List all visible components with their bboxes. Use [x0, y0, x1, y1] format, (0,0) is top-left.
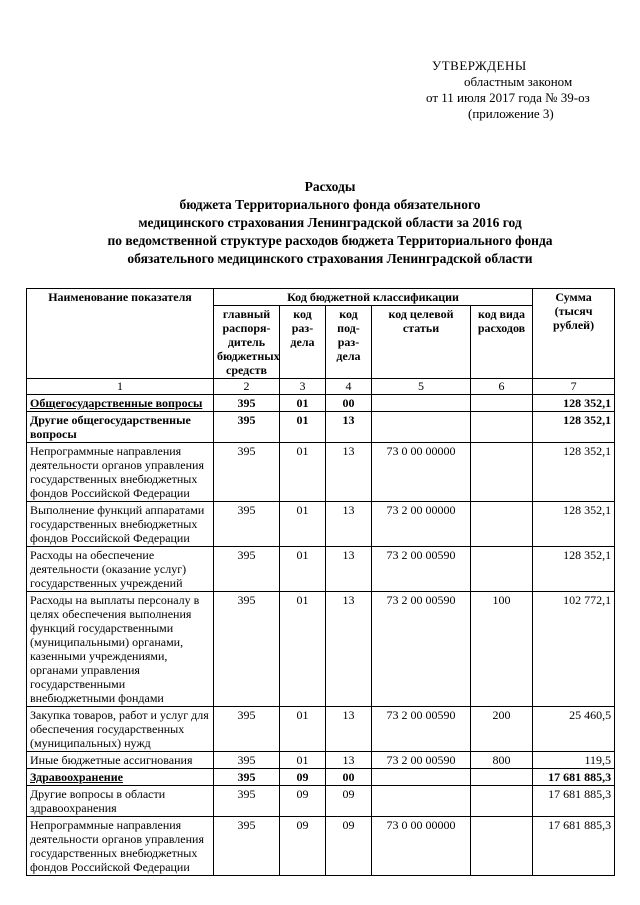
title-line-4: по ведомственной структуре расходов бюджета Территориального фонда	[107, 233, 553, 248]
cell-section: 01	[280, 443, 326, 502]
cell-target: 73 0 00 00000	[372, 443, 471, 502]
cell-name: Расходы на обеспечение деятельности (оказание услуг) государственных учреждений	[27, 547, 214, 592]
cell-sum: 17 681 885,3	[533, 786, 615, 817]
cell-expense-type: 800	[471, 752, 533, 769]
cell-target: 73 2 00 00000	[372, 502, 471, 547]
cell-section: 01	[280, 395, 326, 412]
cell-sum: 128 352,1	[533, 547, 615, 592]
approval-line-4: (приложение 3)	[468, 106, 554, 121]
cell-target	[372, 412, 471, 443]
cell-sum: 17 681 885,3	[533, 817, 615, 876]
cell-subsection: 09	[326, 786, 372, 817]
column-number-row	[27, 379, 615, 395]
cell-section: 01	[280, 752, 326, 769]
title-line-2: бюджета Территориального фонда обязательного	[179, 197, 481, 212]
cell-subsection: 00	[326, 395, 372, 412]
cell-expense-type	[471, 412, 533, 443]
cell-main-admin: 395	[214, 592, 280, 707]
cell-sum: 128 352,1	[533, 412, 615, 443]
cell-target	[372, 769, 471, 786]
table-row	[27, 592, 615, 707]
approval-stamp	[380, 58, 620, 122]
approval-line-3: от 11 июля 2017 года № 39-оз	[426, 90, 590, 105]
cell-target	[372, 395, 471, 412]
cell-name: Расходы на выплаты персоналу в целях обеспечения выполнения функций государственными (муниципальными) органами, казенными учреждениями, органами управления государственными внебюджетными фондами	[27, 592, 214, 707]
expenses-table	[26, 288, 615, 876]
column-number: 1	[27, 379, 214, 395]
cell-expense-type	[471, 817, 533, 876]
cell-subsection: 13	[326, 752, 372, 769]
cell-expense-type	[471, 786, 533, 817]
cell-expense-type: 200	[471, 707, 533, 752]
table-row	[27, 412, 615, 443]
table-row	[27, 786, 615, 817]
cell-name: Здравоохранение	[27, 769, 214, 786]
cell-main-admin: 395	[214, 502, 280, 547]
cell-expense-type	[471, 443, 533, 502]
column-number: 7	[533, 379, 615, 395]
title-line-1: Расходы	[304, 179, 356, 194]
cell-main-admin: 395	[214, 786, 280, 817]
cell-section: 01	[280, 502, 326, 547]
column-number: 3	[280, 379, 326, 395]
title-line-3: медицинского страхования Ленинградской области за 2016 год	[138, 215, 522, 230]
approval-line-1: УТВЕРЖДЕНЫ	[432, 58, 527, 73]
cell-name: Закупка товаров, работ и услуг для обеспечения государственных (муниципальных) нужд	[27, 707, 214, 752]
cell-subsection: 13	[326, 592, 372, 707]
cell-sum: 25 460,5	[533, 707, 615, 752]
cell-subsection: 09	[326, 817, 372, 876]
cell-subsection: 00	[326, 769, 372, 786]
header-target: код целевой статьи	[372, 306, 471, 379]
cell-target: 73 0 00 00000	[372, 817, 471, 876]
cell-sum: 119,5	[533, 752, 615, 769]
cell-sum: 102 772,1	[533, 592, 615, 707]
cell-main-admin: 395	[214, 547, 280, 592]
cell-target: 73 2 00 00590	[372, 752, 471, 769]
cell-name: Непрограммные направления деятельности органов управления государственных внебюджетных фондов Российской Федерации	[27, 443, 214, 502]
column-number: 6	[471, 379, 533, 395]
document-title	[60, 178, 600, 268]
table-row	[27, 769, 615, 786]
header-sum: Сумма (тысяч рублей)	[533, 289, 615, 379]
cell-section: 01	[280, 592, 326, 707]
cell-section: 01	[280, 547, 326, 592]
table-row	[27, 707, 615, 752]
cell-target: 73 2 00 00590	[372, 592, 471, 707]
cell-target: 73 2 00 00590	[372, 547, 471, 592]
header-section: код раз-дела	[280, 306, 326, 379]
cell-target: 73 2 00 00590	[372, 707, 471, 752]
cell-sum: 17 681 885,3	[533, 769, 615, 786]
cell-section: 09	[280, 786, 326, 817]
cell-expense-type	[471, 547, 533, 592]
table-row	[27, 502, 615, 547]
cell-expense-type	[471, 395, 533, 412]
cell-sum: 128 352,1	[533, 502, 615, 547]
table-row	[27, 547, 615, 592]
table-row	[27, 395, 615, 412]
header-subsection: код под-раз-дела	[326, 306, 372, 379]
cell-main-admin: 395	[214, 412, 280, 443]
cell-expense-type	[471, 769, 533, 786]
cell-main-admin: 395	[214, 443, 280, 502]
header-code-group: Код бюджетной классификации	[214, 289, 533, 306]
table-row	[27, 443, 615, 502]
approval-line-2: областным законом	[464, 74, 573, 89]
cell-sum: 128 352,1	[533, 443, 615, 502]
cell-subsection: 13	[326, 443, 372, 502]
cell-target	[372, 786, 471, 817]
cell-main-admin: 395	[214, 752, 280, 769]
table-row	[27, 752, 615, 769]
title-line-5: обязательного медицинского страхования Ленинградской области	[127, 251, 533, 266]
cell-name: Общегосударственные вопросы	[27, 395, 214, 412]
cell-sum: 128 352,1	[533, 395, 615, 412]
cell-main-admin: 395	[214, 817, 280, 876]
header-expense-type: код вида расходов	[471, 306, 533, 379]
cell-name: Иные бюджетные ассигнования	[27, 752, 214, 769]
cell-subsection: 13	[326, 502, 372, 547]
cell-main-admin: 395	[214, 769, 280, 786]
cell-main-admin: 395	[214, 707, 280, 752]
column-number: 2	[214, 379, 280, 395]
cell-section: 01	[280, 707, 326, 752]
cell-subsection: 13	[326, 707, 372, 752]
cell-section: 01	[280, 412, 326, 443]
header-row-1	[27, 289, 615, 306]
cell-name: Другие вопросы в области здравоохранения	[27, 786, 214, 817]
table-row	[27, 817, 615, 876]
cell-section: 09	[280, 769, 326, 786]
header-main-admin: главный распоря-дитель бюджетных средств	[214, 306, 280, 379]
cell-name: Непрограммные направления деятельности органов управления государственных внебюджетных фондов Российской Федерации	[27, 817, 214, 876]
cell-section: 09	[280, 817, 326, 876]
cell-name: Другие общегосударственные вопросы	[27, 412, 214, 443]
cell-expense-type	[471, 502, 533, 547]
cell-expense-type: 100	[471, 592, 533, 707]
cell-subsection: 13	[326, 412, 372, 443]
cell-name: Выполнение функций аппаратами государственных внебюджетных фондов Российской Федерации	[27, 502, 214, 547]
column-number: 4	[326, 379, 372, 395]
cell-subsection: 13	[326, 547, 372, 592]
cell-main-admin: 395	[214, 395, 280, 412]
column-number: 5	[372, 379, 471, 395]
header-name: Наименование показателя	[27, 289, 214, 379]
